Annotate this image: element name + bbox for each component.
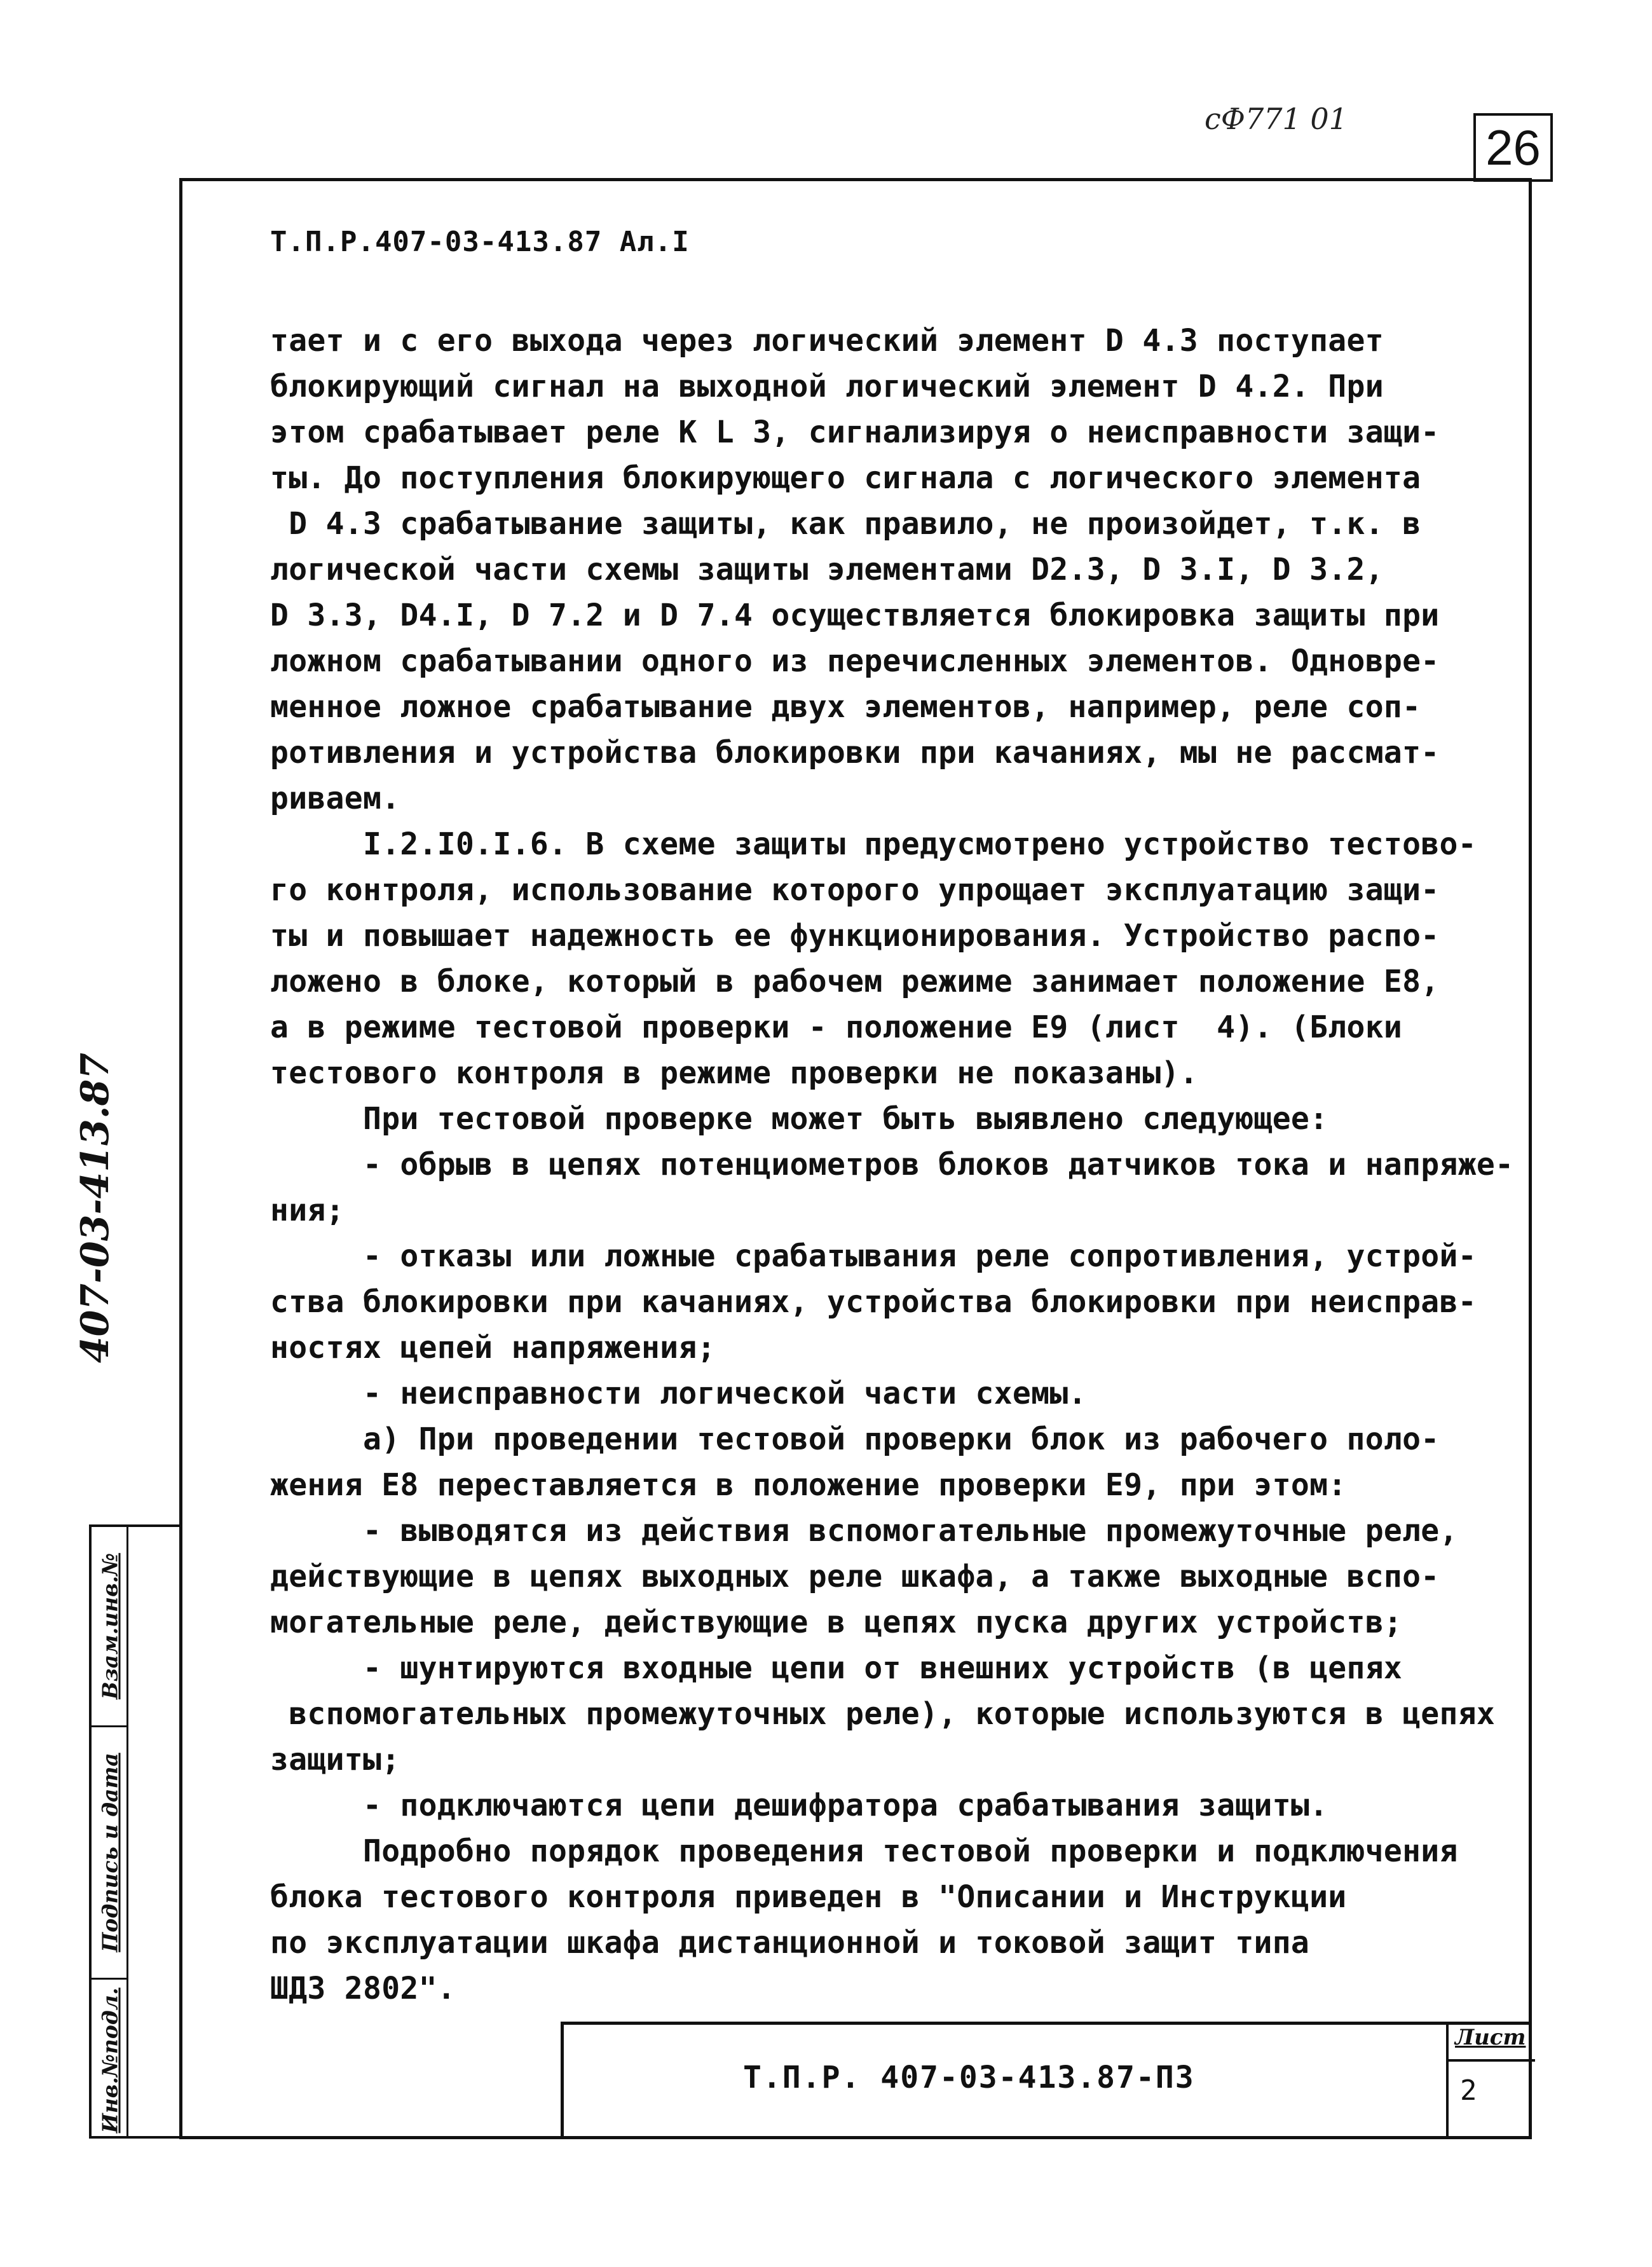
text-line: ты и повышает надежность ее функционирования. Устройство распо-	[270, 918, 1440, 954]
text-line: тестового контроля в режиме проверки не показаны).	[270, 1055, 1198, 1091]
text-line: вспомогательных промежуточных реле), которые используются в цепях	[270, 1696, 1496, 1732]
text-line: блокирующий сигнал на выходной логический элемент D 4.2. При	[270, 369, 1384, 404]
stamp-label-replacement: Взам.инв.№	[97, 1552, 123, 1700]
stamp-cell-inv-orig	[92, 1980, 128, 2141]
text-line: D 4.3 срабатывание защиты, как правило, не произойдет, т.к. в	[270, 506, 1421, 542]
stamp-cell-signature	[92, 1727, 128, 1980]
title-block	[561, 2022, 1532, 2139]
text-line: - неисправности логической части схемы.	[270, 1376, 1087, 1411]
text-line: D 3.3, D4.I, D 7.2 и D 7.4 осуществляется блокировка защиты при	[270, 598, 1440, 633]
text-line: менное ложное срабатывание двух элементов, например, реле соп-	[270, 689, 1421, 725]
stamp-table	[89, 1524, 181, 2139]
text-line: ства блокировки при качаниях, устройства блокировки при неисправ-	[270, 1284, 1477, 1320]
title-block-sheet-label: Лист	[1449, 2025, 1535, 2062]
text-line: ложено в блоке, который в рабочем режиме занимает положение E8,	[270, 964, 1440, 999]
stamp-cell-replacement	[92, 1527, 128, 1727]
side-stamp-code: 407-03-413.87	[73, 1052, 118, 1364]
archive-code: сФ771 01	[1205, 102, 1348, 136]
text-line: - обрыв в цепях потенциометров блоков датчиков тока и напряже-	[270, 1147, 1514, 1182]
text-line: защиты;	[270, 1742, 400, 1777]
text-line: Подробно порядок проведения тестовой проверки и подключения	[270, 1833, 1458, 1869]
sheet-number-box: 26	[1473, 113, 1553, 182]
text-line: - отказы или ложные срабатывания реле сопротивления, устрой-	[270, 1238, 1477, 1274]
text-line: ложном срабатывании одного из перечисленных элементов. Одновре-	[270, 643, 1440, 679]
text-line: этом срабатывает реле K L 3, сигнализируя о неисправности защи-	[270, 414, 1440, 450]
text-line: ностях цепей напряжения;	[270, 1330, 716, 1366]
text-line: ния;	[270, 1193, 345, 1228]
text-line: логической части схемы защиты элементами D2.3, D 3.I, D 3.2,	[270, 552, 1384, 587]
text-line: I.2.I0.I.6. В схеме защиты предусмотрено устройство тестово-	[270, 826, 1477, 862]
text-line: - подключаются цепи дешифратора срабатывания защиты.	[270, 1788, 1328, 1823]
text-line: действующие в цепях выходных реле шкафа, а также выходные вспо-	[270, 1559, 1440, 1594]
title-block-sheet-cell	[1446, 2025, 1535, 2139]
text-line: ты. До поступления блокирующего сигнала с логического элемента	[270, 460, 1421, 496]
document-header: Т.П.Р.407-03-413.87 Ал.I	[270, 226, 690, 258]
text-line: - шунтируются входные цепи от внешних устройств (в цепях	[270, 1650, 1403, 1686]
stamp-label-signature: Подпись и дата	[97, 1753, 123, 1952]
text-line: а) При проведении тестовой проверки блок из рабочего поло-	[270, 1421, 1440, 1457]
title-block-sheet-value: 2	[1460, 2074, 1477, 2107]
text-line: тает и с его выхода через логический элемент D 4.3 поступает	[270, 323, 1384, 359]
text-line: риваем.	[270, 781, 400, 816]
text-line: ШДЗ 2802".	[270, 1971, 456, 2006]
body-text	[270, 318, 1516, 2011]
text-line: ротивления и устройства блокировки при качаниях, мы не рассмат-	[270, 735, 1440, 771]
text-line: - выводятся из действия вспомогательные промежуточные реле,	[270, 1513, 1458, 1549]
text-line: жения E8 переставляется в положение проверки E9, при этом:	[270, 1467, 1347, 1503]
text-line: При тестовой проверке может быть выявлено следующее:	[270, 1101, 1328, 1137]
stamp-label-column	[92, 1527, 128, 2136]
text-line: блока тестового контроля приведен в "Описании и Инструкции	[270, 1879, 1347, 1915]
title-block-code: Т.П.Р. 407-03-413.87-ПЗ	[743, 2060, 1195, 2095]
text-line: го контроля, использование которого упрощает эксплуатацию защи-	[270, 872, 1440, 908]
text-line: могательные реле, действующие в цепях пуска других устройств;	[270, 1605, 1403, 1640]
stamp-label-inv-orig: Инв.№подл.	[97, 1987, 123, 2133]
text-line: по эксплуатации шкафа дистанционной и токовой защит типа	[270, 1925, 1310, 1961]
text-line: а в режиме тестовой проверки - положение E9 (лист 4). (Блоки	[270, 1010, 1403, 1045]
